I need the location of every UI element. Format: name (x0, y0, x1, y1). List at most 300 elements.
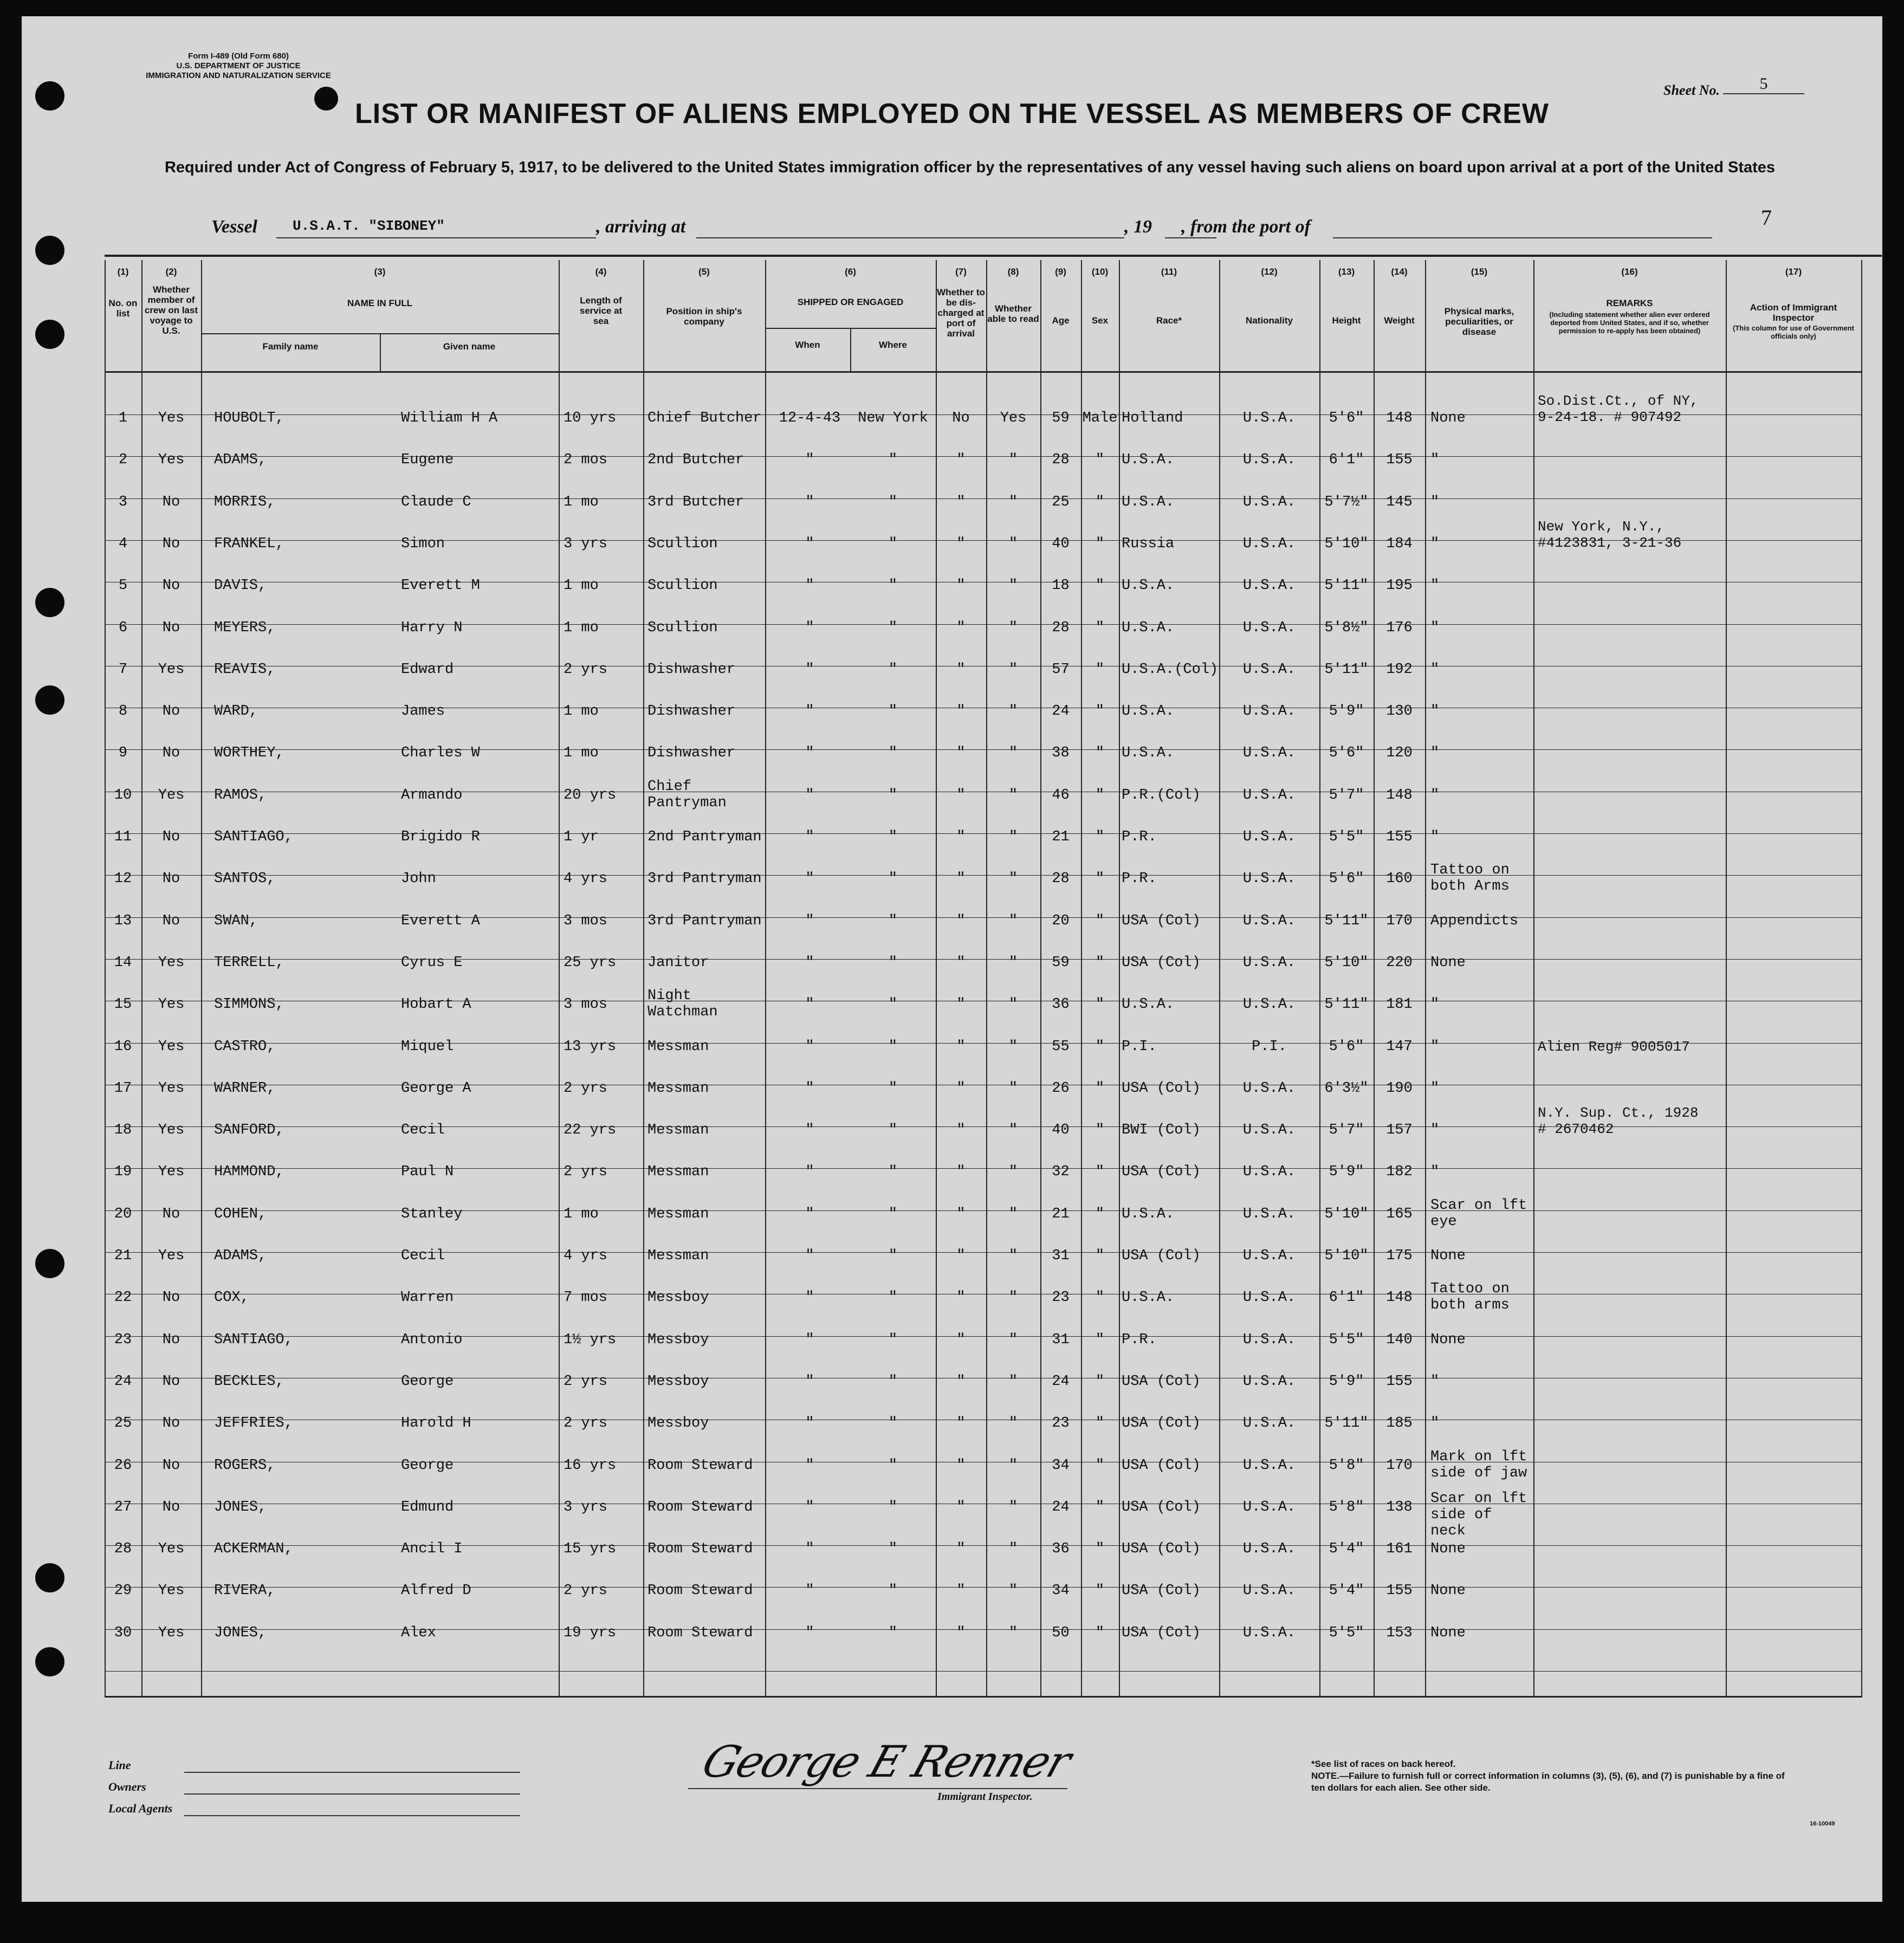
cell-age: 24 (1052, 1374, 1070, 1390)
cell-prev-voyage: Yes (158, 1625, 185, 1641)
cell-height: 5'11" (1324, 662, 1369, 678)
cell-no: 29 (114, 1583, 132, 1599)
cell-discharged: " (956, 1248, 966, 1264)
cell-prev-voyage: No (162, 703, 180, 720)
cell-nationality: U.S.A. (1242, 787, 1296, 804)
cell-race: P.R. (1122, 871, 1157, 887)
column-divider (1533, 260, 1534, 1696)
cell-physical-marks: " (1430, 578, 1440, 594)
cell-given-name: Harold H (401, 1415, 471, 1432)
cell-shipped-where: " (888, 1499, 898, 1515)
cell-service: 7 mos (564, 1290, 608, 1306)
cell-shipped-when: " (805, 955, 814, 971)
cell-prev-voyage: No (162, 1499, 180, 1515)
cell-prev-voyage: No (162, 1415, 180, 1432)
cell-service: 13 yrs (564, 1039, 617, 1055)
cell-position: Messman (647, 1122, 709, 1138)
cell-shipped-when: " (805, 1374, 814, 1390)
cell-service: 25 yrs (564, 955, 617, 971)
cell-weight: 182 (1386, 1164, 1413, 1180)
cell-able-read: " (1008, 1541, 1018, 1557)
cell-age: 31 (1052, 1248, 1070, 1264)
year-line (1165, 237, 1216, 238)
cell-shipped-where: " (888, 1080, 898, 1097)
cell-height: 5'8½" (1324, 620, 1369, 636)
cell-height: 5'8" (1329, 1499, 1364, 1515)
cell-able-read: " (1008, 1583, 1018, 1599)
cell-weight: 140 (1386, 1332, 1413, 1348)
cell-discharged: " (956, 829, 966, 845)
cell-given-name: Cecil (401, 1122, 445, 1138)
line-label: Line (108, 1758, 131, 1772)
cell-discharged: " (956, 620, 966, 636)
cell-prev-voyage: No (162, 871, 180, 887)
cell-physical-marks: None (1430, 1332, 1466, 1348)
cell-sex: " (1095, 1248, 1105, 1264)
cell-nationality: U.S.A. (1242, 1206, 1296, 1222)
cell-physical-marks: Appendicts (1430, 913, 1519, 929)
cell-shipped-where: " (888, 578, 898, 594)
binder-hole (35, 1563, 64, 1592)
cell-weight: 148 (1386, 787, 1413, 804)
cell-no: 19 (114, 1164, 132, 1180)
cell-physical-marks: " (1430, 703, 1440, 720)
cell-no: 26 (114, 1458, 132, 1474)
cell-age: 31 (1052, 1332, 1070, 1348)
cell-discharged: " (956, 996, 966, 1013)
cell-age: 40 (1052, 1122, 1070, 1138)
cell-given-name: Alfred D (401, 1583, 471, 1599)
cell-race: USA (Col) (1122, 1374, 1201, 1390)
cell-discharged: " (956, 1625, 966, 1641)
cell-weight: 153 (1386, 1625, 1413, 1641)
cell-discharged: " (956, 871, 966, 887)
cell-able-read: " (1008, 1374, 1018, 1390)
col-num-9: (9) (1055, 267, 1066, 277)
cell-physical-marks: Tattoo on both Arms (1430, 862, 1510, 895)
cell-service: 2 yrs (564, 662, 608, 678)
cell-weight: 148 (1386, 1290, 1413, 1306)
cell-sex: " (1095, 871, 1105, 887)
cell-age: 34 (1052, 1458, 1070, 1474)
cell-prev-voyage: Yes (158, 955, 185, 971)
cell-given-name: Charles W (401, 745, 480, 761)
cell-able-read: " (1008, 1290, 1018, 1306)
from-port-line (1333, 237, 1712, 238)
cell-shipped-when: " (805, 1415, 814, 1432)
cell-service: 2 mos (564, 452, 608, 468)
cell-weight: 220 (1386, 955, 1413, 971)
cell-physical-marks: " (1430, 662, 1440, 678)
table-left-rule (105, 260, 106, 1696)
cell-able-read: Yes (1000, 410, 1027, 426)
cell-family-name: SANTIAGO, (214, 1332, 293, 1348)
cell-able-read: " (1008, 745, 1018, 761)
cell-shipped-when: " (805, 1206, 814, 1222)
cell-given-name: Claude C (401, 494, 471, 510)
cell-service: 19 yrs (564, 1625, 617, 1641)
cell-sex: " (1095, 955, 1105, 971)
cell-age: 32 (1052, 1164, 1070, 1180)
cell-height: 5'11" (1324, 996, 1369, 1013)
column-divider (559, 260, 560, 1696)
cell-shipped-where: " (888, 1039, 898, 1055)
col-length-service: Length of service at sea (579, 295, 623, 326)
cell-prev-voyage: No (162, 620, 180, 636)
cell-able-read: " (1008, 996, 1018, 1013)
col-num-8: (8) (1007, 267, 1019, 277)
cell-sex: " (1095, 620, 1105, 636)
cell-discharged: " (956, 1541, 966, 1557)
cell-able-read: " (1008, 1164, 1018, 1180)
col-sex: Sex (1091, 315, 1109, 326)
cell-sex: " (1095, 578, 1105, 594)
cell-weight: 138 (1386, 1499, 1413, 1515)
cell-able-read: " (1008, 1206, 1018, 1222)
col-num-4: (4) (595, 267, 607, 277)
cell-race: U.S.A. (1122, 996, 1175, 1013)
cell-weight: 155 (1386, 452, 1413, 468)
col-num-10: (10) (1091, 267, 1109, 277)
cell-shipped-when: " (805, 578, 814, 594)
cell-race: U.S.A. (1122, 578, 1175, 594)
cell-height: 5'5" (1329, 829, 1364, 845)
cell-nationality: P.I. (1252, 1039, 1287, 1055)
binder-hole (35, 1647, 64, 1676)
cell-given-name: George A (401, 1080, 471, 1097)
cell-race: USA (Col) (1122, 1499, 1201, 1515)
cell-able-read: " (1008, 703, 1018, 720)
column-divider (141, 260, 143, 1696)
cell-able-read: " (1008, 955, 1018, 971)
cell-remarks: Alien Reg# 9005017 (1538, 1039, 1690, 1055)
cell-given-name: George (401, 1458, 454, 1474)
cell-nationality: U.S.A. (1242, 871, 1296, 887)
cell-given-name: Warren (401, 1290, 454, 1306)
cell-race: P.I. (1122, 1039, 1157, 1055)
cell-discharged: " (956, 913, 966, 929)
column-divider (1040, 260, 1041, 1696)
col-num-14: (14) (1391, 267, 1408, 277)
cell-nationality: U.S.A. (1242, 1415, 1296, 1432)
cell-age: 25 (1052, 494, 1070, 510)
cell-nationality: U.S.A. (1242, 494, 1296, 510)
cell-nationality: U.S.A. (1242, 1332, 1296, 1348)
cell-shipped-where: " (888, 1374, 898, 1390)
cell-race: Holland (1122, 410, 1183, 426)
cell-discharged: " (956, 703, 966, 720)
cell-shipped-when: " (805, 1499, 814, 1515)
cell-weight: 181 (1386, 996, 1413, 1013)
cell-position: Chief Pantryman (647, 779, 727, 811)
cell-shipped-where: New York (858, 410, 928, 426)
cell-height: 5'7" (1329, 1122, 1364, 1138)
cell-nationality: U.S.A. (1242, 1248, 1296, 1264)
cell-remarks: N.Y. Sup. Ct., 1928 # 2670462 (1538, 1105, 1699, 1137)
cell-able-read: " (1008, 494, 1018, 510)
cell-race: USA (Col) (1122, 1080, 1201, 1097)
cell-race: USA (Col) (1122, 1415, 1201, 1432)
cell-given-name: James (401, 703, 445, 720)
cell-able-read: " (1008, 1625, 1018, 1641)
row-separator (105, 1671, 1861, 1672)
cell-family-name: SANTOS, (214, 871, 276, 887)
cell-remarks: New York, N.Y., #4123831, 3-21-36 (1538, 519, 1682, 551)
cell-prev-voyage: Yes (158, 996, 185, 1013)
cell-nationality: U.S.A. (1242, 578, 1296, 594)
penalty-note: NOTE.—Failure to furnish full or correct information in columns (3), (5), (6), and (7) is punishable by a fine of ten dollars for each alien. See other side. (1311, 1771, 1785, 1793)
cell-physical-marks: " (1430, 1039, 1440, 1055)
cell-shipped-when: " (805, 494, 814, 510)
cell-physical-marks: Scar on lft side of neck (1430, 1491, 1527, 1539)
cell-position: 2nd Butcher (647, 452, 744, 468)
cell-given-name: Everett M (401, 578, 480, 594)
cell-sex: Male (1082, 410, 1118, 426)
cell-prev-voyage: Yes (158, 1583, 185, 1599)
cell-no: 21 (114, 1248, 132, 1264)
cell-prev-voyage: No (162, 829, 180, 845)
cell-prev-voyage: No (162, 745, 180, 761)
cell-shipped-where: " (888, 1415, 898, 1432)
cell-able-read: " (1008, 1248, 1018, 1264)
cell-height: 5'10" (1324, 1248, 1369, 1264)
cell-shipped-where: " (888, 536, 898, 552)
cell-sex: " (1095, 494, 1105, 510)
cell-race: U.S.A. (1122, 703, 1175, 720)
cell-no: 30 (114, 1625, 132, 1641)
cell-no: 7 (118, 662, 128, 678)
cell-position: 3rd Pantryman (647, 871, 762, 887)
cell-weight: 185 (1386, 1415, 1413, 1432)
cell-service: 1 mo (564, 578, 599, 594)
cell-prev-voyage: Yes (158, 787, 185, 804)
cell-height: 5'9" (1329, 1164, 1364, 1180)
cell-no: 15 (114, 996, 132, 1013)
cell-race: USA (Col) (1122, 913, 1201, 929)
cell-shipped-when: " (805, 787, 814, 804)
cell-prev-voyage: Yes (158, 1122, 185, 1138)
cell-service: 3 mos (564, 996, 608, 1013)
cell-weight: 130 (1386, 703, 1413, 720)
cell-no: 12 (114, 871, 132, 887)
cell-prev-voyage: Yes (158, 452, 185, 468)
col-nationality: Nationality (1246, 315, 1293, 326)
cell-shipped-where: " (888, 703, 898, 720)
cell-nationality: U.S.A. (1242, 1122, 1296, 1138)
cell-physical-marks: " (1430, 745, 1440, 761)
cell-family-name: FRANKEL, (214, 536, 284, 552)
cell-height: 5'4" (1329, 1541, 1364, 1557)
cell-service: 2 yrs (564, 1415, 608, 1432)
cell-shipped-when: " (805, 1290, 814, 1306)
cell-physical-marks: " (1430, 829, 1440, 845)
cell-physical-marks: " (1430, 1080, 1440, 1097)
cell-age: 23 (1052, 1290, 1070, 1306)
cell-race: U.S.A. (1122, 1206, 1175, 1222)
cell-family-name: CASTRO, (214, 1039, 276, 1055)
cell-weight: 155 (1386, 1374, 1413, 1390)
cell-able-read: " (1008, 1332, 1018, 1348)
cell-service: 16 yrs (564, 1458, 617, 1474)
cell-sex: " (1095, 1625, 1105, 1641)
cell-discharged: " (956, 745, 966, 761)
sheet-number-label: Sheet No. (1663, 82, 1720, 98)
cell-given-name: Simon (401, 536, 445, 552)
cell-shipped-where: " (888, 829, 898, 845)
cell-position: 3rd Butcher (647, 494, 744, 510)
cell-age: 34 (1052, 1583, 1070, 1599)
cell-race: USA (Col) (1122, 1248, 1201, 1264)
cell-shipped-when: " (805, 452, 814, 468)
cell-weight: 120 (1386, 745, 1413, 761)
cell-prev-voyage: No (162, 913, 180, 929)
cell-no: 27 (114, 1499, 132, 1515)
cell-discharged: " (956, 578, 966, 594)
cell-shipped-where: " (888, 452, 898, 468)
cell-physical-marks: " (1430, 452, 1440, 468)
cell-family-name: HAMMOND, (214, 1164, 284, 1180)
cell-no: 20 (114, 1206, 132, 1222)
cell-nationality: U.S.A. (1242, 410, 1296, 426)
cell-prev-voyage: No (162, 578, 180, 594)
cell-shipped-where: " (888, 494, 898, 510)
cell-position: Scullion (647, 620, 718, 636)
cell-family-name: JONES, (214, 1499, 267, 1515)
cell-able-read: " (1008, 1080, 1018, 1097)
cell-position: Messboy (647, 1290, 709, 1306)
cell-position: Scullion (647, 536, 718, 552)
cell-family-name: ACKERMAN, (214, 1541, 293, 1557)
cell-discharged: " (956, 452, 966, 468)
cell-sex: " (1095, 829, 1105, 845)
cell-age: 24 (1052, 703, 1070, 720)
cell-service: 1 mo (564, 745, 599, 761)
cell-service: 4 yrs (564, 871, 608, 887)
cell-sex: " (1095, 1499, 1105, 1515)
cell-service: 3 mos (564, 913, 608, 929)
cell-able-read: " (1008, 913, 1018, 929)
cell-physical-marks: " (1430, 536, 1440, 552)
cell-sex: " (1095, 1080, 1105, 1097)
cell-shipped-when: " (805, 1332, 814, 1348)
cell-no: 14 (114, 955, 132, 971)
cell-discharged: " (956, 1332, 966, 1348)
cell-age: 18 (1052, 578, 1070, 594)
cell-age: 59 (1052, 410, 1070, 426)
cell-discharged: " (956, 787, 966, 804)
cell-no: 10 (114, 787, 132, 804)
cell-prev-voyage: No (162, 536, 180, 552)
cell-family-name: DAVIS, (214, 578, 267, 594)
cell-able-read: " (1008, 578, 1018, 594)
cell-given-name: John (401, 871, 436, 887)
cell-weight: 165 (1386, 1206, 1413, 1222)
cell-discharged: " (956, 536, 966, 552)
cell-prev-voyage: Yes (158, 662, 185, 678)
cell-discharged: " (956, 1374, 966, 1390)
cell-sex: " (1095, 703, 1105, 720)
col-num-1: (1) (117, 267, 129, 277)
cell-shipped-when: " (805, 662, 814, 678)
cell-no: 1 (118, 410, 128, 426)
cell-weight: 161 (1386, 1541, 1413, 1557)
col-height: Height (1332, 315, 1361, 326)
cell-weight: 170 (1386, 913, 1413, 929)
cell-shipped-when: " (805, 1248, 814, 1264)
col-remarks-note: (Including statement whether alien ever ordered deported from United States, and if so, whether permission to re-apply has been obtained) (1549, 310, 1710, 335)
cell-age: 28 (1052, 452, 1070, 468)
cell-shipped-when: " (805, 1122, 814, 1138)
year-label: , 19 (1124, 217, 1152, 237)
cell-sex: " (1095, 1541, 1105, 1557)
cell-shipped-when: " (805, 536, 814, 552)
cell-no: 24 (114, 1374, 132, 1390)
cell-position: Messboy (647, 1332, 709, 1348)
cell-shipped-where: " (888, 1290, 898, 1306)
cell-shipped-when: " (805, 996, 814, 1013)
cell-sex: " (1095, 1290, 1105, 1306)
cell-race: U.S.A. (1122, 452, 1175, 468)
column-divider (765, 260, 766, 1696)
cell-height: 6'1" (1329, 452, 1364, 468)
cell-race: P.R.(Col) (1122, 787, 1201, 804)
cell-family-name: SANFORD, (214, 1122, 284, 1138)
cell-shipped-when: " (805, 1583, 814, 1599)
cell-sex: " (1095, 1122, 1105, 1138)
cell-family-name: TERRELL, (214, 955, 284, 971)
binder-hole (35, 236, 64, 265)
cell-physical-marks: " (1430, 787, 1440, 804)
cell-sex: " (1095, 662, 1105, 678)
cell-position: Room Steward (647, 1541, 753, 1557)
cell-discharged: " (956, 1458, 966, 1474)
cell-given-name: Edward (401, 662, 454, 678)
cell-no: 6 (118, 620, 128, 636)
cell-nationality: U.S.A. (1242, 913, 1296, 929)
cell-able-read: " (1008, 1039, 1018, 1055)
cell-discharged: " (956, 1415, 966, 1432)
cell-physical-marks: " (1430, 1164, 1440, 1180)
cell-sex: " (1095, 536, 1105, 552)
cell-age: 57 (1052, 662, 1070, 678)
cell-physical-marks: Tattoo on both arms (1430, 1281, 1510, 1313)
col-physical: Physical marks, peculiarities, or disease (1444, 306, 1514, 337)
cell-no: 28 (114, 1541, 132, 1557)
cell-family-name: BECKLES, (214, 1374, 284, 1390)
cell-family-name: COHEN, (214, 1206, 267, 1222)
cell-able-read: " (1008, 1499, 1018, 1515)
col-num-2: (2) (165, 267, 177, 277)
cell-service: 15 yrs (564, 1541, 617, 1557)
form-identifier: Form I-489 (Old Form 680) U.S. DEPARTMENT OF JUSTICE IMMIGRATION AND NATURALIZATION SERVICE (146, 51, 331, 80)
cell-service: 2 yrs (564, 1583, 608, 1599)
col-num-16: (16) (1621, 267, 1638, 277)
cell-physical-marks: " (1430, 1415, 1440, 1432)
cell-position: Chief Butcher (647, 410, 762, 426)
cell-service: 20 yrs (564, 787, 617, 804)
column-divider (1425, 260, 1426, 1696)
col-num-15: (15) (1471, 267, 1488, 277)
cell-no: 3 (118, 494, 128, 510)
col-race: Race* (1156, 315, 1182, 326)
table-right-rule (1861, 260, 1862, 1696)
cell-sex: " (1095, 787, 1105, 804)
column-divider (986, 260, 987, 1696)
cell-given-name: Paul N (401, 1164, 454, 1180)
cell-family-name: WARD, (214, 703, 258, 720)
cell-shipped-where: " (888, 1625, 898, 1641)
cell-shipped-where: " (888, 745, 898, 761)
